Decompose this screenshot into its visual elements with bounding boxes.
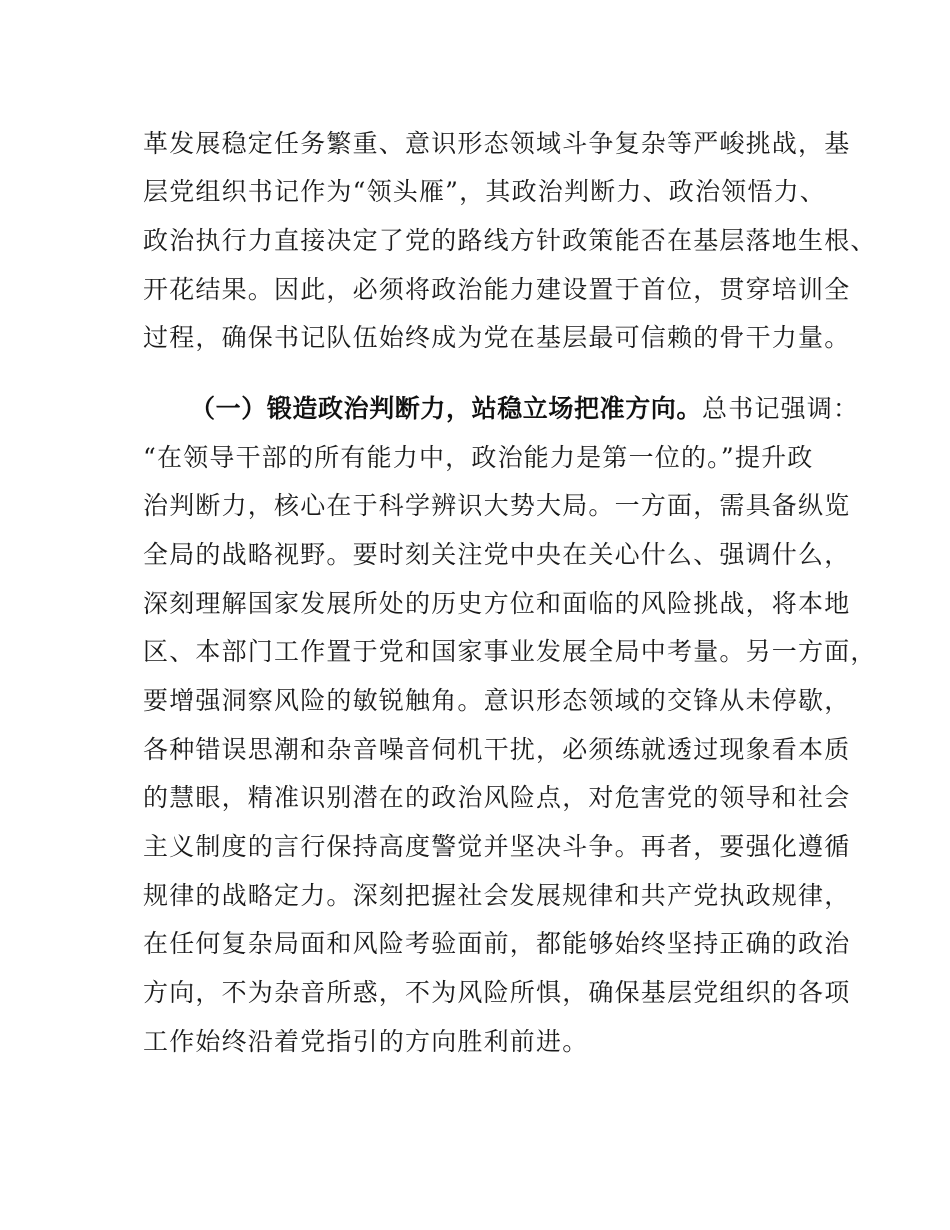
paragraph-line: 过程，确保书记队伍始终成为党在基层最可信赖的骨干力量。	[143, 323, 851, 352]
paragraph-lead-text: 总书记强调：	[702, 394, 860, 423]
paragraph-line: 主义制度的言行保持高度警觉并坚决斗争。再者，要强化遵循	[143, 832, 851, 861]
paragraph-line: 的慧眼，精准识别潜在的政治风险点，对危害党的领导和社会	[143, 783, 851, 812]
paragraph-line: 区、本部门工作置于党和国家事业发展全局中考量。另一方面，	[143, 637, 877, 666]
section-heading: （一）锻造政治判断力，站稳立场把准方向。	[190, 394, 703, 423]
paragraph-line: 规律的战略定力。深刻把握社会发展规律和共产党执政规律，	[143, 881, 851, 910]
paragraph-line: 全局的战略视野。要时刻关注党中央在关心什么、强调什么，	[143, 540, 851, 569]
paragraph-line: 开花结果。因此，必须将政治能力建设置于首位，贯穿培训全	[143, 275, 851, 304]
paragraph-line: 深刻理解国家发展所处的历史方位和面临的风险挑战，将本地	[143, 589, 851, 618]
paragraph-line: 工作始终沿着党指引的方向胜利前进。	[143, 1027, 589, 1056]
paragraph-line: 在任何复杂局面和风险考验面前，都能够始终坚持正确的政治	[143, 929, 851, 958]
paragraph-line: 方向，不为杂音所惑，不为风险所惧，确保基层党组织的各项	[143, 978, 851, 1007]
section-heading-line	[190, 393, 859, 425]
paragraph-line: 要增强洞察风险的敏锐触角。意识形态领域的交锋从未停歇，	[143, 686, 851, 715]
paragraph-line: 政治执行力直接决定了党的路线方针政策能否在基层落地生根、	[143, 226, 877, 255]
paragraph-line: 治判断力，核心在于科学辨识大势大局。一方面，需具备纵览	[143, 491, 851, 520]
paragraph-line: “在领导干部的所有能力中，政治能力是第一位的。”提升政	[143, 443, 814, 472]
paragraph-line: 层党组织书记作为“领头雁”，其政治判断力、政治领悟力、	[143, 177, 826, 206]
paragraph-line: 各种错误思潮和杂音噪音伺机干扰，必须练就透过现象看本质	[143, 735, 851, 764]
paragraph-line: 革发展稳定任务繁重、意识形态领域斗争复杂等严峻挑战，基	[143, 129, 851, 158]
